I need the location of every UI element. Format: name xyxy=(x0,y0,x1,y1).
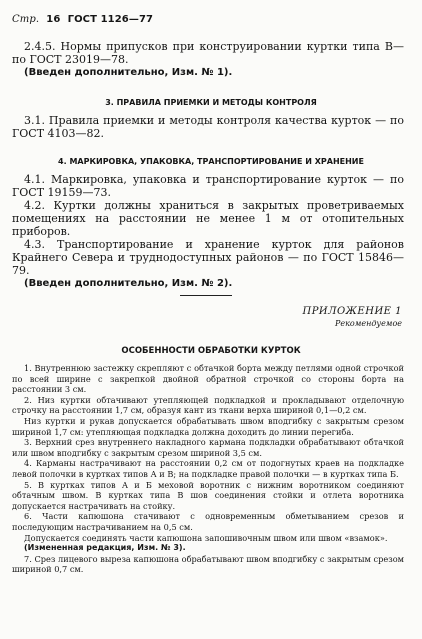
feature-5: 5. В куртках типов А и Б меховой воротник с нижним воротником соединяют обтачным швом. В куртках типа В шов соединения стойки и отлета воротника допускается настрачивать на стойку. xyxy=(12,479,404,511)
clause-3-1-text: 3.1. Правила приемки и методы контроля качества курток — по ГОСТ 4103—82. xyxy=(12,114,404,140)
section-4-body xyxy=(12,173,404,290)
features-title: ОСОБЕННОСТИ ОБРАБОТКИ КУРТОК xyxy=(121,346,301,356)
feature-1: 1. Внутреннюю застежку скрепляют с обтачкой борта между петлями одной строчкой по всей ширине с закрепкой двойной обратной строчкой со стороны борта на расстоянии 3 см. xyxy=(12,363,404,395)
gost-number: ГОСТ 1126—77 xyxy=(67,14,154,25)
clause-4-1-text: 4.1. Маркировка, упаковка и транспортирование курток — по ГОСТ 19159—73. xyxy=(12,173,404,199)
features-note: (Измененная редакция, Изм. № 3). xyxy=(24,543,186,553)
separator-line xyxy=(180,295,232,296)
appendix-subtitle: Рекомендуемое xyxy=(335,319,402,328)
feature-6b: Допускается соединять части капюшона запошивочным швом или швом «взамок». xyxy=(24,532,388,543)
clause-4-3-text: 4.3. Транспортирование и хранение курток для районов Крайнего Севера и труднодоступных районов — по ГОСТ 15846—79. xyxy=(12,238,404,277)
clause-2-4-5-text: 2.4.5. Нормы припусков при конструировании куртки типа В— по ГОСТ 23019—78. xyxy=(12,40,404,66)
appendix-label xyxy=(302,305,402,329)
section-3-title: 3. ПРАВИЛА ПРИЕМКИ И МЕТОДЫ КОНТРОЛЯ xyxy=(105,98,317,107)
features-body xyxy=(12,363,404,575)
page-label: Стр. xyxy=(12,14,40,25)
clause-4-2-text: 4.2. Куртки должны храниться в закрытых проветриваемых помещениях на расстоянии не менее 1 м от отопительных приборов. xyxy=(12,199,404,238)
clause-2-4-5 xyxy=(12,40,404,79)
section-4-title: 4. МАРКИРОВКА, УПАКОВКА, ТРАНСПОРТИРОВАНИЕ И ХРАНЕНИЕ xyxy=(58,157,364,166)
page-number: 16 xyxy=(46,14,61,25)
feature-7: 7. Срез лицевого выреза капюшона обрабатывают швом вподгибку с закрытым срезом шириной 0,7 см. xyxy=(12,553,404,575)
section-4-note: (Введен дополнительно, Изм. № 2). xyxy=(24,278,233,289)
appendix-title: ПРИЛОЖЕНИЕ 1 xyxy=(302,306,402,317)
page-header xyxy=(12,14,153,25)
feature-4: 4. Карманы настрачивают на расстоянии 0,2 см от подогнутых краев на подкладке левой полочки в куртках типов А и В; на подкладке правой полочки — в куртках типа Б. xyxy=(12,458,404,479)
clause-3-1 xyxy=(12,114,404,140)
feature-3: 3. Верхний срез внутреннего накладного кармана подкладки обрабатывают обтачкой или швом вподгибку с закрытым срезом шириной 3,5 см. xyxy=(12,437,404,458)
feature-2: 2. Низ куртки обтачивают утепляющей подкладкой и прокладывают отделочную строчку на расстоянии 1,7 см, образуя кант из ткани верха шириной 0,1—0,2 см. xyxy=(12,394,404,416)
feature-6: 6. Части капюшона стачивают с одновременным обметыванием срезов и последующим настрачиванием на 0,5 см. xyxy=(12,511,404,532)
feature-2b: Низ куртки и рукав допускается обрабатывать швом вподгибку с закрытым срезом шириной 1,7 см: утепляющая подкладка должна доходить до линии перегиба. xyxy=(12,415,404,437)
clause-2-4-5-note: (Введен дополнительно, Изм. № 1). xyxy=(24,67,233,78)
